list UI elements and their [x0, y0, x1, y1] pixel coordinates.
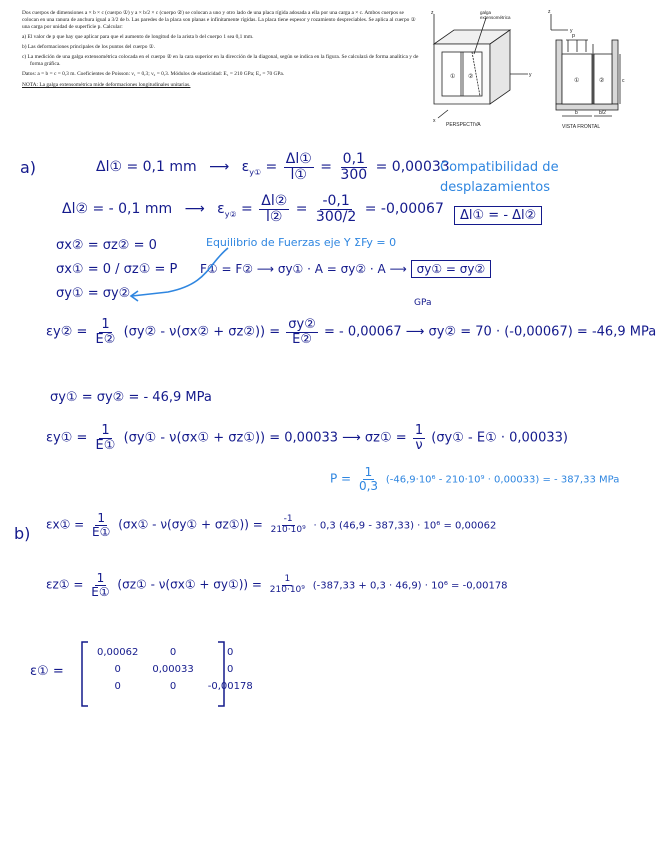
- line1-eps: ε: [241, 159, 250, 176]
- front-axis-z-label: z: [548, 9, 551, 15]
- eq-ex1: [46, 512, 496, 538]
- eq-ez1-right: (-387,33 + 0,3 · 46,9) · 10⁶ = -0,00178: [312, 580, 508, 592]
- matrix-cell: -0,00178: [207, 681, 253, 692]
- eq-ez1-frac-d: 210·10⁹: [269, 584, 305, 595]
- perspective-view: [434, 14, 528, 118]
- eq-eps-y2-mid: (σy② - ν(σx② + σz②)) =: [123, 324, 281, 340]
- eq-ex1-one: 1: [97, 511, 106, 525]
- p-left: P =: [330, 471, 352, 486]
- eq-ez1-frac-n: 1: [284, 574, 291, 585]
- equil-box: σy① = σy②: [411, 260, 492, 278]
- matrix-cell: 0: [227, 647, 234, 658]
- matrix-cell: 0: [227, 664, 234, 675]
- line1: Δl① = 0,1 mm ⟶ $\varepsilon_{y①}$ = $\frac{\text{Δl①}}{\text{l①}}$ = $\frac{0,1}{300}$ = 0,00033: [96, 151, 450, 183]
- perspective-body1-label: ①: [450, 74, 456, 80]
- compat-title-2: desplazamientos: [440, 180, 550, 195]
- line1-den: l①: [290, 166, 307, 183]
- matrix-row: [90, 678, 260, 695]
- eq-ex1-frac-n: -1: [283, 514, 293, 525]
- matrix-cell: 0,00062: [97, 647, 139, 658]
- problem-statement: [22, 10, 422, 92]
- equil-arrow: [128, 244, 238, 304]
- matrix-row: [90, 661, 260, 678]
- eq-eps-y2-right: = - 0,00067 ⟶ σy② = 70 · (-0,00067) = -46,9 MPa: [324, 324, 656, 340]
- eq-eps-y1-left: εy① =: [46, 430, 88, 446]
- problem-data: Datos: a = b = c = 0,3 m. Coeficientes de Poisson: ν₁ = 0,3; ν₂ = 0,3. Módulos de elasticidad: E₁ = 210 GPa; E₂ = 70 GPa.: [22, 70, 285, 77]
- eq-eps-y1-mid: (σy① - ν(σx① + σz①)) = 0,00033 ⟶ σz① =: [123, 430, 407, 446]
- eq-ex1-E1: E①: [92, 524, 111, 539]
- eq-eps-y1: [46, 424, 568, 452]
- line1-num: Δl①: [285, 151, 312, 167]
- eq-ez1-E1: E①: [91, 584, 110, 599]
- line2-num2: -0,1: [322, 193, 350, 209]
- line2-den: l②: [266, 208, 283, 225]
- gpa-label: GPa: [414, 298, 432, 308]
- eq-ez1: [46, 572, 508, 598]
- eq-ez1-mid: (σz① - ν(σx① + σy①)) =: [117, 577, 262, 592]
- equil-title: Equilibrio de Fuerzas eje Y ΣFy = 0: [206, 236, 397, 249]
- gauge-label: galga: [480, 10, 492, 15]
- line2-num: Δl②: [261, 193, 288, 209]
- gauge-label-2: extensométrica: [480, 15, 511, 20]
- eq-eps-y1-right: (σy① - E① · 0,00033): [431, 430, 568, 446]
- perspective-caption: PERSPECTIVA: [446, 122, 481, 128]
- p-one: 1: [364, 465, 373, 479]
- eq-eps-y1-one: 1: [101, 423, 110, 438]
- line2-eps: ε: [217, 201, 225, 218]
- matrix-label: ε① =: [30, 664, 64, 679]
- eq-ex1-frac-d: 210·10⁹: [270, 524, 306, 535]
- dim-c-label: c: [622, 78, 625, 84]
- eq-eps-y1-one-2: 1: [414, 423, 424, 438]
- line2-den2: 300/2: [315, 208, 357, 225]
- eq-eps-y1-nu: ν: [415, 437, 423, 453]
- front-view: [551, 14, 620, 116]
- line2: Δl② = - 0,1 mm ⟶ $\varepsilon_{y②}$ = $\frac{\text{Δl②}}{\text{l②}}$ = $\frac{-0,1}{300/2}$ = -0,00067: [62, 193, 444, 225]
- equil-line: [200, 262, 491, 276]
- eq-ex1-left: εx① =: [46, 517, 85, 532]
- problem-item-c: c) La medición de una galga extensométrica colocada en el cuerpo ② en la cara superior en la dirección de la diagonal, según se indica en la figura. Se calculará de forma analítica y de forma gráfica.: [22, 53, 419, 67]
- problem-note: NOTA: La galga extensométrica mide deformaciones longitudinales unitarias.: [22, 82, 191, 88]
- problem-item-a: a) El valor de p que hay que aplicar para que el aumento de longitud de la arista b del cuerpo 1 sea 0,1 mm.: [22, 34, 254, 41]
- strain-matrix: [80, 640, 253, 708]
- compat-title: Compatibilidad de: [440, 160, 559, 175]
- line1-sub: y①: [249, 167, 262, 177]
- matrix-cell: 0: [114, 681, 121, 692]
- eq-eps-y2-frac-d: E②: [292, 331, 313, 347]
- dim-b2-label: b/2: [599, 110, 606, 116]
- p-mid: (-46,9·10⁶ - 210·10⁹ · 0,00033) = - 387,33 MPa: [385, 474, 620, 486]
- eq-eps-y2: [46, 318, 656, 346]
- line2-result: = -0,00067: [364, 201, 444, 218]
- p-den: 0,3: [358, 478, 379, 493]
- eq-ez1-one: 1: [96, 571, 105, 585]
- matrix-cell: 0: [169, 681, 177, 692]
- line1-den2: 300: [340, 166, 368, 183]
- front-caption: VISTA FRONTAL: [562, 124, 601, 130]
- axis-z-label: z: [431, 10, 434, 16]
- matrix-cell: 0: [169, 647, 177, 658]
- eq-ez1-left: εz① =: [46, 577, 84, 592]
- line2-sub: y②: [224, 209, 237, 219]
- line1-num2: 0,1: [342, 151, 365, 167]
- stress1: σx② = σz② = 0: [56, 238, 157, 253]
- eq-eps-y2-frac-n: σy②: [288, 317, 316, 332]
- p-result: [330, 466, 619, 492]
- matrix-cell: 0,00033: [152, 664, 194, 675]
- axis-x-label: x: [433, 118, 436, 124]
- problem-item-b: b) Las deformaciones principales de los puntos del cuerpo ①.: [22, 44, 155, 50]
- front-axis-y-label: y: [570, 28, 573, 34]
- matrix-table: [90, 644, 260, 695]
- matrix-row: [90, 644, 260, 661]
- compat-box: Δl① = - Δl②: [454, 206, 542, 225]
- front-body2-label: ②: [599, 78, 605, 84]
- stress2: σx① = 0 / σz① = P: [56, 262, 178, 277]
- line1-result: = 0,00033: [375, 159, 450, 176]
- load-p-label: p: [572, 33, 576, 39]
- line1-left: Δl① = 0,1 mm: [96, 159, 197, 176]
- matrix-cell: 0: [114, 664, 121, 675]
- part-b-label: b): [14, 524, 31, 543]
- perspective-body2-label: ②: [468, 74, 474, 80]
- problem-intro: Dos cuerpos de dimensiones a × b × c (cuerpo ①) y a × b/2 × c (cuerpo ②) se colocan a uno y otro lado de una placa rígida adosada a ella por una carga a × c. Ambos cuerpos se colocan en una ranura de anchura igual a 3/2 de b. Las paredes de la placa son planas e infinitamente rígidas. La placa tiene espesor y rozamiento despreciables. Se aplica al cuerpo ① una carga por unidad de superficie p. Calcular:: [22, 10, 416, 31]
- problem-figure: [428, 4, 642, 134]
- part-a-label: a): [20, 158, 37, 177]
- axis-y-label: y: [529, 72, 532, 78]
- eq-eps-y2-left: εy② =: [46, 324, 88, 340]
- eq-ex1-mid: (σx① - ν(σy① + σz①)) =: [118, 517, 263, 532]
- line2-left: Δl② = - 0,1 mm: [62, 201, 173, 218]
- eq-eps-y2-one: 1: [101, 317, 110, 332]
- eq-eps-y2-E2: E②: [95, 331, 116, 347]
- eq-ex1-right: · 0,3 (46,9 - 387,33) · 10⁶ = 0,00062: [313, 520, 497, 532]
- sy-equal: σy① = σy② = - 46,9 MPa: [50, 390, 212, 405]
- stress3: σy① = σy②: [56, 286, 131, 301]
- front-body1-label: ①: [574, 78, 580, 84]
- eq-eps-y1-E1: E①: [95, 437, 116, 453]
- equil-text: F① = F② ⟶ σy① · A = σy② · A ⟶: [200, 262, 407, 276]
- dim-b-label: b: [575, 110, 578, 116]
